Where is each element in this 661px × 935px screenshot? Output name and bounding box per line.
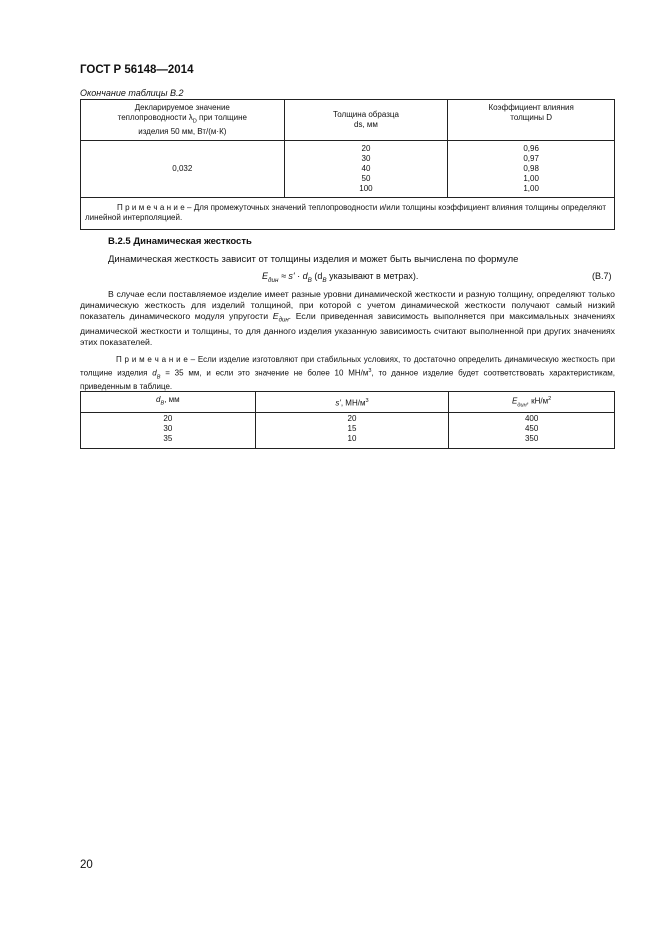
table-note	[81, 197, 615, 229]
header-thickness: $d_B$, мм	[81, 392, 256, 413]
formula: $E_{дин} \approx s' \cdot d_B$ ($d_B$ указывают в метрах).	[262, 271, 419, 284]
conductivity-value: 0,032	[81, 140, 285, 197]
dynamic-stiffness-table	[80, 391, 615, 449]
formula-number: (В.7)	[592, 271, 612, 281]
header-influence-coefficient: Коэффициент влияния толщины D	[448, 100, 615, 141]
note-text: – Для промежуточных значений теплопроводности и/или толщины коэффициент влияния толщины определяют линейной интерполяцией.	[85, 202, 606, 223]
document-header: ГОСТ Р 56148—2014	[80, 64, 194, 76]
coefficient-values: 0,96 0,97 0,98 1,00 1,00	[448, 140, 615, 197]
modulus-column: 400 450 350	[449, 413, 615, 449]
section-note: П р и м е ч а н и е – Если изделие изготовляют при стабильных условиях, то достаточно определить динамическую жесткость при толщине изделия $d_B = 35$ мм, и если это значение не более 10 $МН/м^3$, то данное изделие будет соответствовать характеристикам, приведенным в таблице.	[80, 355, 615, 392]
table-note-row	[81, 197, 615, 229]
table-header-row	[81, 100, 615, 141]
note-label: П р и м е ч а н и е	[117, 202, 185, 212]
page-number: 20	[80, 859, 93, 871]
stiffness-column: 20 15 10	[255, 413, 449, 449]
thickness-column: 20 30 35	[81, 413, 256, 449]
header-sample-thickness: Толщина образца ds, мм	[284, 100, 448, 141]
header-stiffness: s', $МН/м^3$	[255, 392, 449, 413]
thickness-values: 20 30 40 50 100	[284, 140, 448, 197]
table-row	[81, 140, 615, 197]
table-caption: Окончание таблицы В.2	[80, 88, 184, 98]
body-paragraph: В случае если поставляемое изделие имеет разные уровни динамической жесткости и разную толщину, определяют только динамическую жесткость для изделий толщиной, при которой с учетом динамической жесткости получают самый низкий показатель динамического модуля упругости $E_{дин}$. Если приведенная зависимость выполняется при максимальных значениях динамической жесткости и толщины, то для данного изделия указанную зависимость считают выполненной при других значениях этих показателей.	[80, 289, 615, 347]
section-title: В.2.5 Динамическая жесткость	[108, 236, 252, 247]
table-row	[81, 413, 615, 449]
header-modulus: $E_{дин}$, $кН/м^2$	[449, 392, 615, 413]
thickness-coefficient-table	[80, 99, 615, 230]
table-header-row	[81, 392, 615, 413]
header-declared-conductivity: Декларируемое значение теплопроводности $\lambda_D$ при толщине изделия 50 мм, Вт/(м·К)	[81, 100, 285, 141]
section-intro: Динамическая жесткость зависит от толщины изделия и может быть вычислена по формуле	[108, 254, 519, 265]
note-label: П р и м е ч а н и е	[116, 355, 188, 364]
